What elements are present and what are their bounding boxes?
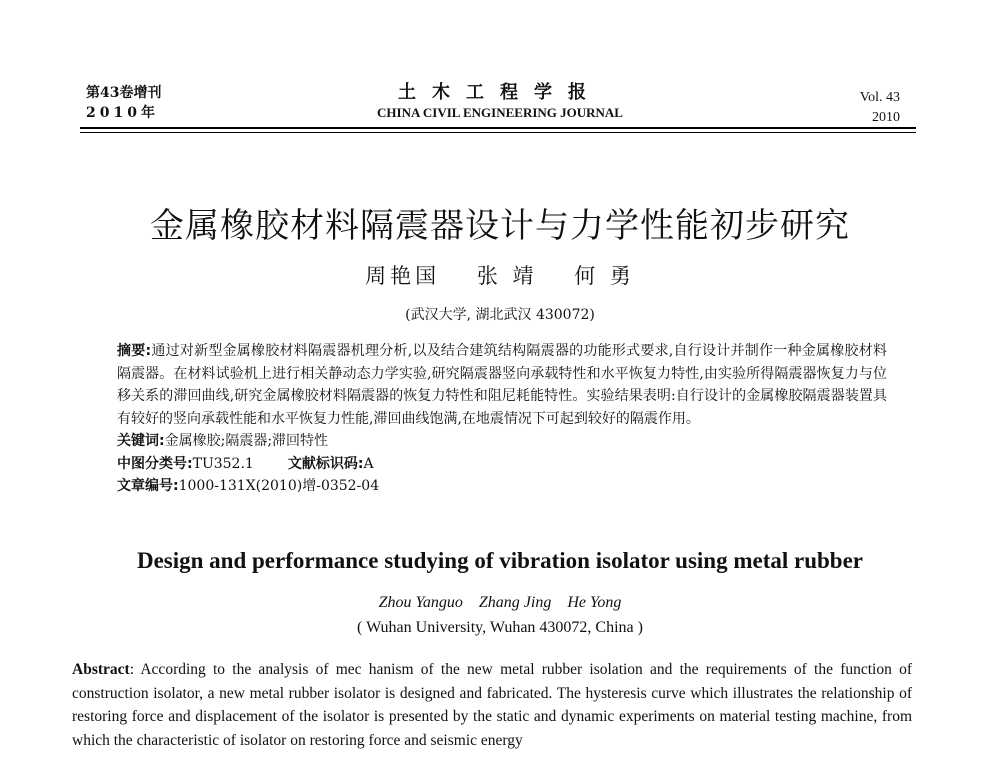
authors-cn — [0, 262, 1000, 290]
abstract-cn-block — [117, 340, 887, 498]
year-cn: 2010年 — [86, 105, 159, 121]
classification-line — [117, 453, 887, 476]
journal-title — [0, 82, 1000, 122]
affiliation-cn: (武汉大学, 湖北武汉 430072) — [405, 307, 595, 323]
journal-title-en: CHINA CIVIL ENGINEERING JOURNAL — [377, 105, 623, 120]
abstract-en-label: Abstract — [72, 661, 130, 678]
article-no-label: 文章编号: — [117, 478, 179, 494]
author-cn-3: 何 勇 — [574, 264, 635, 288]
abstract-cn-text: 通过对新型金属橡胶材料隔震器机理分析,以及结合建筑结构隔震器的功能形式要求,自行设计并制作一种金属橡胶材料隔震器。在材料试验机上进行相关静动态力学实验,研究隔震器竖向承载特性和水平恢复力特性,由实验所得隔震器恢复力与位移关系的滞回曲线,研究金属橡胶材料隔震器的恢复力特性和阻尼耗能特性。实验结果表明:自行设计的金属橡胶隔震器装置具有较好的竖向承载性能和水平恢复力性能,滞回曲线饱满,在地震情况下可起到较好的隔震作用。 — [117, 343, 887, 427]
article-number-line — [117, 475, 887, 498]
volume-cn: 第43卷增刊 — [86, 85, 162, 101]
article-no-value: 1000-131X(2010)增-0352-04 — [178, 478, 380, 494]
journal-volume-en — [860, 88, 900, 128]
journal-title-cn: 土木工程学报 — [398, 82, 602, 103]
authors-en — [0, 592, 1000, 614]
doc-code-label: 文献标识码: — [287, 455, 364, 472]
volume-en: Vol. 43 — [859, 90, 900, 105]
author-cn-1: 周艳国 — [365, 264, 441, 288]
author-en-3: He Yong — [567, 594, 622, 611]
keywords-label: 关键词: — [117, 433, 165, 449]
year-en: 2010 — [872, 110, 900, 125]
clc-value: TU352.1 — [192, 455, 254, 472]
abstract-cn — [117, 340, 887, 430]
affiliation-en: ( Wuhan University, Wuhan 430072, China ) — [357, 619, 643, 636]
keywords-line — [117, 430, 887, 453]
abstract-cn-label: 摘要: — [117, 343, 152, 359]
article-title-en: Design and performance studying of vibration isolator using metal rubber — [136, 548, 864, 573]
header-rule-thick — [80, 127, 916, 129]
header-rule-thin — [80, 132, 916, 133]
doc-code-value: A — [363, 455, 374, 472]
author-en-1: Zhou Yanguo — [378, 594, 463, 611]
article-title-cn: 金属橡胶材料隔震器设计与力学性能初步研究 — [150, 206, 850, 246]
author-en-2: Zhang Jing — [478, 594, 552, 611]
abstract-en-text: : According to the analysis of mec hanism of the new metal rubber isolation and the requirements of the function of construction isolator, a new metal rubber isolator is designed and fabricated. The hysteresis curve which illustrates the relationship of restoring force and displacement of the isolator is presented by the static and dynamic experiments on material testing machine, from which the characteristic of isolator on restoring force and seismic energy — [72, 661, 912, 749]
clc-label: 中图分类号: — [117, 455, 193, 472]
keywords-text: 金属橡胶;隔震器;滞回特性 — [164, 433, 329, 449]
abstract-en — [72, 658, 912, 752]
author-cn-2: 张 靖 — [476, 264, 538, 288]
